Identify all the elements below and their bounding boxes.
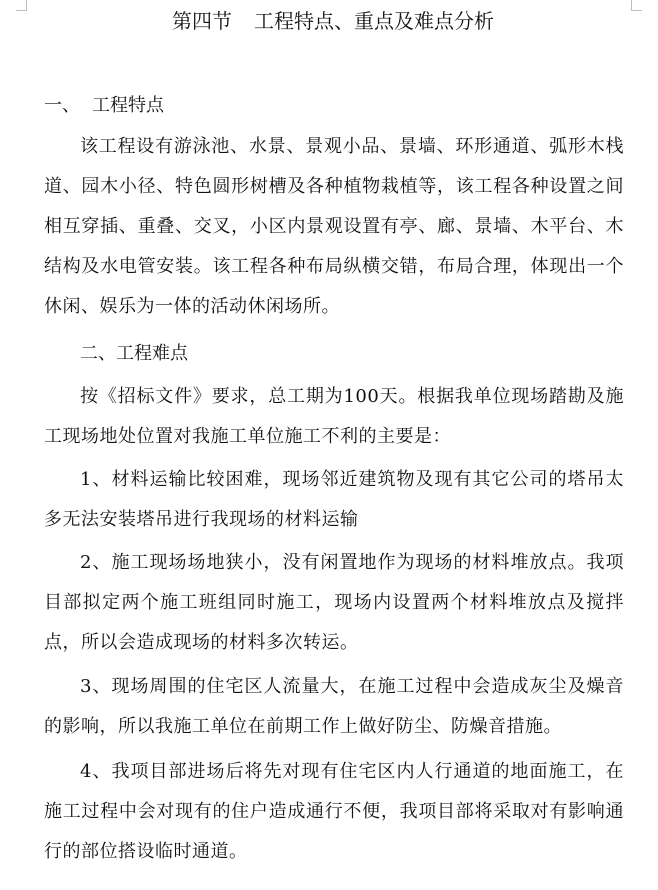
section-number-1: 一、 <box>44 95 80 116</box>
title-text: 工程特点、重点及难点分析 <box>254 9 494 33</box>
section-heading-2: 二、工程难点 <box>80 343 188 364</box>
paragraph-project-features: 该工程设有游泳池、水景、景观小品、景墙、环形通道、弧形木栈道、园木小径、特色圆形树槽及各种植物栽植等，该工程各种设置之间相互穿插、重叠、交叉，小区内景观设置有亭、廊、景墙、木平台、木结构及水电管安装。该工程各种布局纵横交错，布局合理，体现出一个休闲、娱乐为一体的活动休闲场所。 <box>44 136 624 317</box>
list-item-difficulty-3: 3、现场周围的住宅区人流量大，在施工过程中会造成灰尘及燥音的影响，所以我施工单位在前期工作上做好防尘、防燥音措施。 <box>44 676 624 737</box>
title-section-number: 第四节 <box>172 9 232 33</box>
page-corner-mark-right <box>631 0 642 11</box>
paragraph-difficulties-intro: 按《招标文件》要求，总工期为100天。根据我单位现场踏勘及施工现场地处位置对我施工单位施工不利的主要是： <box>44 386 624 447</box>
list-item-difficulty-4: 4、我项目部进场后将先对现有住宅区内人行通道的地面施工，在施工过程中会对现有的住户造成通行不便，我项目部将采取对有影响通行的部位搭设临时通道。 <box>44 761 624 862</box>
page-title <box>172 6 494 36</box>
section-title-1: 工程特点 <box>92 95 164 116</box>
list-item-difficulty-1: 1、材料运输比较困难，现场邻近建筑物及现有其它公司的塔吊太多无法安装塔吊进行我现场的材料运输 <box>44 469 624 530</box>
page-corner-mark-left <box>16 0 27 11</box>
list-item-difficulty-2: 2、施工现场场地狭小，没有闲置地作为现场的材料堆放点。我项目部拟定两个施工班组同时施工，现场内设置两个材料堆放点及搅拌点，所以会造成现场的材料多次转运。 <box>44 552 624 653</box>
section-heading-1 <box>44 94 164 118</box>
